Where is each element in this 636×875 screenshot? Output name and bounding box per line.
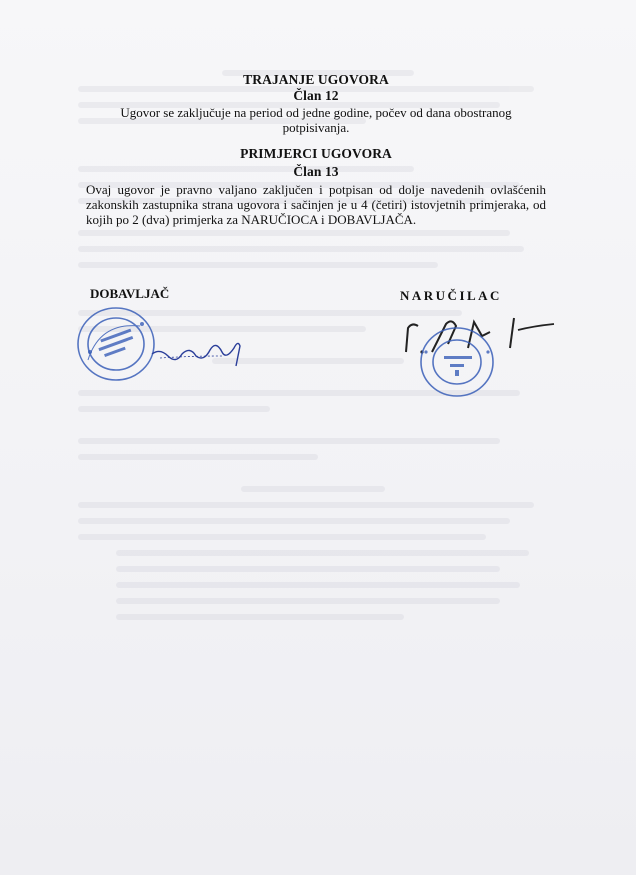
duration-title: TRAJANJE UGOVORA	[243, 72, 389, 87]
copies-title: PRIMJERCI UGOVORA	[240, 146, 392, 161]
copies-text: Ovaj ugovor je pravno valjano zaključen i potpisan od dolje navedenih ovlašćenih zakonskih zastupnika strana ugovora i sačinjen je u 4 (četiri) istovjetnih primjeraka, od kojih po 2 (dva) primjerka za NARUČIOCA i DOBAVLJAČA.	[86, 182, 546, 227]
client-stamp	[414, 322, 500, 402]
copies-section	[86, 146, 546, 227]
supplier-signature	[150, 326, 250, 370]
article-12-label: Član 12	[293, 88, 339, 103]
duration-text: Ugovor se zaključuje na period od jedne godine, počev od dana obostranog potpisivanja.	[120, 105, 512, 135]
duration-section	[86, 72, 546, 135]
article-13-label: Član 13	[293, 164, 339, 179]
client-label: NARUČILAC	[400, 288, 502, 303]
supplier-label: DOBAVLJAČ	[90, 286, 170, 301]
